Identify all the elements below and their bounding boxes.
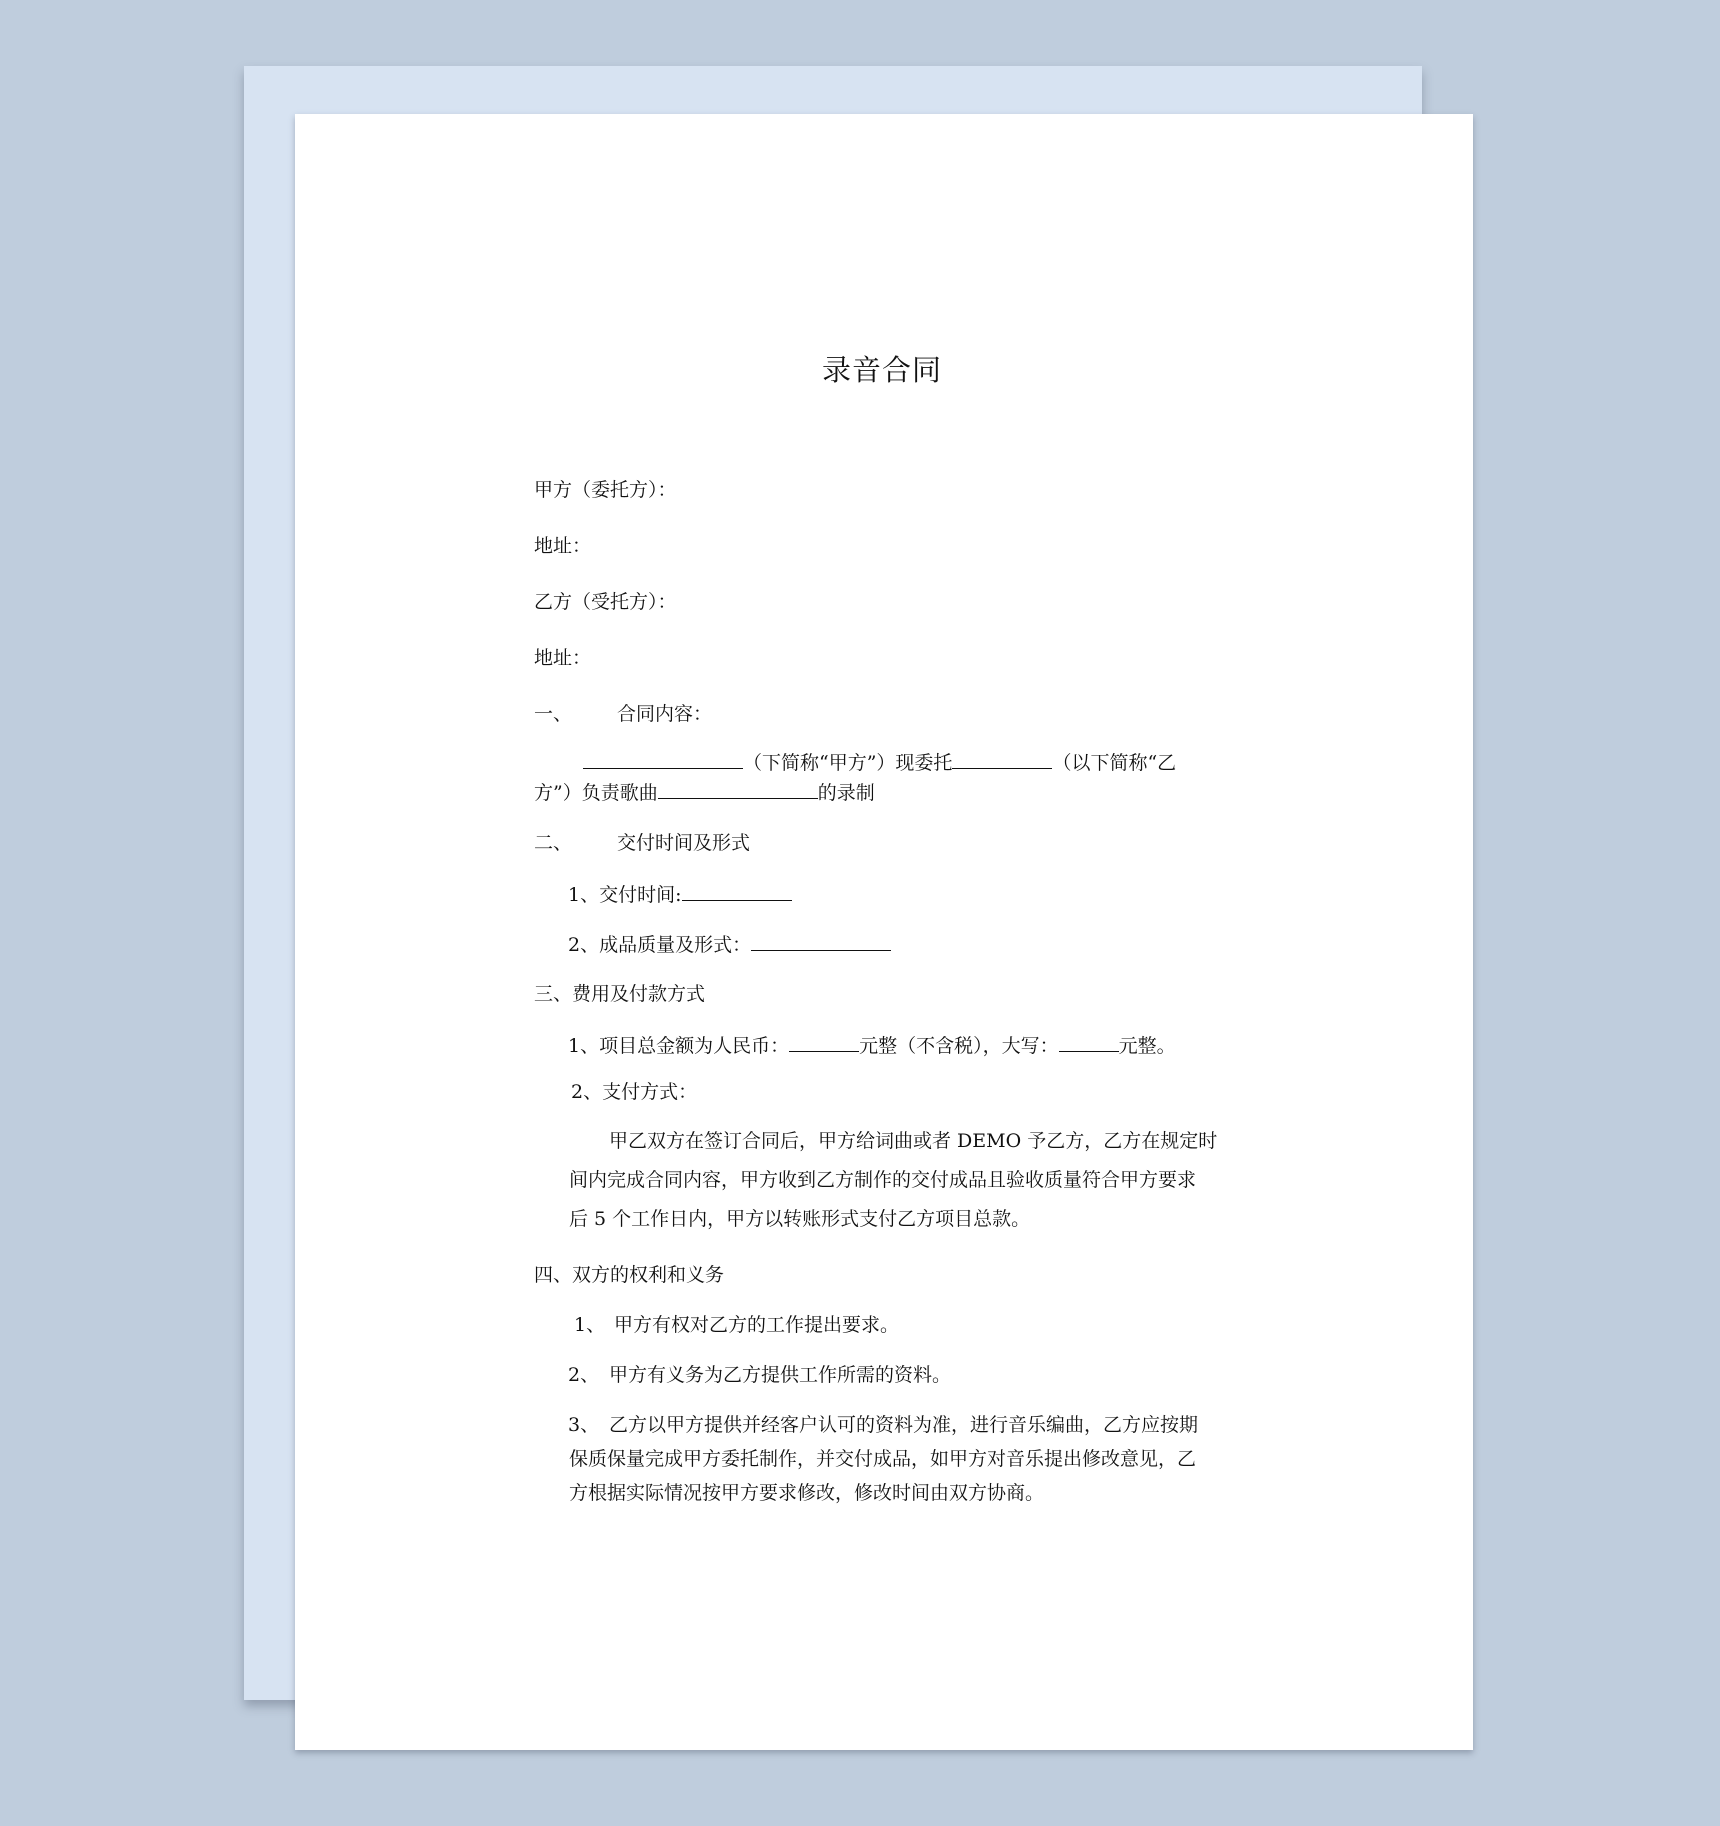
- section-2-number: 二、: [534, 832, 573, 854]
- payment-paragraph-line-3: 后 5 个工作日内，甲方以转账形式支付乙方项目总款。: [569, 1208, 1031, 1230]
- document-body: [295, 114, 1473, 1750]
- section-2-item-2: [568, 932, 891, 957]
- section-4-item-1: 甲方有权对乙方的工作提出要求。: [614, 1314, 900, 1336]
- party-a-address-label: 地址：: [534, 535, 592, 557]
- party-a-label: 甲方（委托方）：: [534, 479, 677, 501]
- section-1-line-1-text-b: （以下简称“乙: [1052, 752, 1177, 774]
- section-1-number: 一、: [534, 703, 573, 725]
- section-3-heading: 三、费用及付款方式: [534, 983, 706, 1005]
- section-1-line-1-text-a: （下简称“甲方”）现委托: [743, 752, 953, 774]
- section-1-line-2-text-a: 方”）负责歌曲: [534, 782, 658, 804]
- section-4-item-2-number: 2、: [568, 1364, 600, 1386]
- section-4-item-2: 甲方有义务为乙方提供工作所需的资料。: [609, 1364, 952, 1386]
- section-4-item-3-number: 3、: [568, 1414, 600, 1436]
- section-4-heading: 四、双方的权利和义务: [534, 1264, 725, 1286]
- amount-in-words-label: 元整（不含税），大写：: [859, 1035, 1059, 1057]
- total-amount-label: 1、项目总金额为人民币：: [568, 1035, 790, 1057]
- blank-amount: [789, 1033, 859, 1052]
- party-b-address-label: 地址：: [534, 647, 592, 669]
- section-4-item-3-line-1: 乙方以甲方提供并经客户认可的资料为准，进行音乐编曲，乙方应按期: [609, 1414, 1199, 1436]
- section-1-heading: 合同内容：: [617, 703, 713, 725]
- delivery-time-label: 1、交付时间:: [568, 884, 682, 906]
- section-4-item-3-line-2: 保质保量完成甲方委托制作，并交付成品，如甲方对音乐提出修改意见，乙: [569, 1448, 1197, 1470]
- party-b-label: 乙方（受托方）：: [534, 591, 677, 613]
- blank-quality-form: [751, 932, 891, 951]
- blank-song-name: [658, 780, 818, 799]
- quality-form-label: 2、成品质量及形式：: [568, 934, 752, 956]
- payment-method-label: 2、支付方式：: [571, 1081, 698, 1103]
- document-title: 录音合同: [822, 353, 943, 387]
- section-4-item-3-line-3: 方根据实际情况按甲方要求修改，修改时间由双方协商。: [569, 1482, 1045, 1504]
- blank-party-a: [583, 750, 743, 769]
- payment-paragraph-line-2: 间内完成合同内容，甲方收到乙方制作的交付成品且验收质量符合甲方要求: [569, 1169, 1197, 1191]
- amount-suffix: 元整。: [1118, 1035, 1176, 1057]
- section-1-line-1: [583, 750, 1176, 775]
- document-page: [295, 114, 1473, 1750]
- section-2-item-1: [568, 882, 792, 907]
- section-3-item-1: [568, 1033, 1176, 1058]
- section-1-line-2: [534, 780, 875, 805]
- blank-party-b: [952, 750, 1052, 769]
- section-2-heading: 交付时间及形式: [617, 832, 751, 854]
- section-1-line-2-text-b: 的录制: [817, 782, 875, 804]
- blank-amount-words: [1059, 1033, 1119, 1052]
- section-4-item-1-number: 1、: [574, 1314, 606, 1336]
- blank-delivery-time: [682, 882, 792, 901]
- payment-paragraph-line-1: 甲乙双方在签订合同后，甲方给词曲或者 DEMO 予乙方，乙方在规定时: [609, 1130, 1218, 1152]
